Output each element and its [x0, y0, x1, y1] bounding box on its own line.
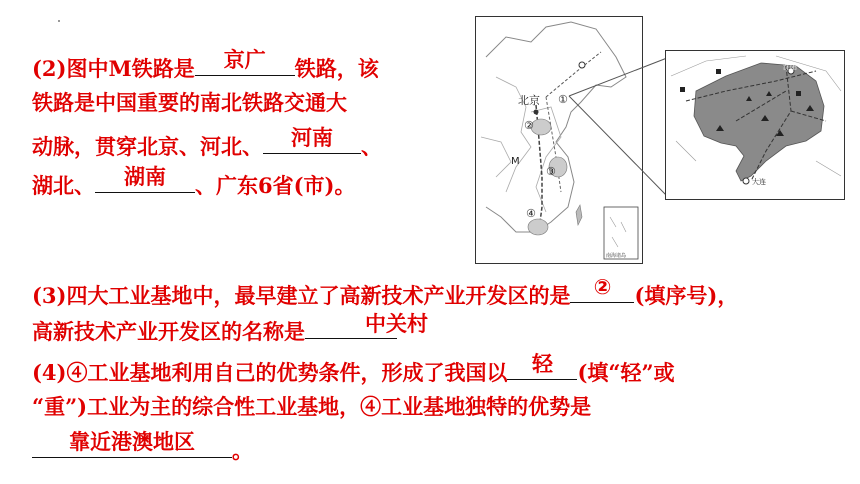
- q3-text: (填序号)，: [634, 283, 739, 308]
- q2-text: 湖北、: [32, 173, 95, 198]
- marker-2: ②: [524, 119, 534, 132]
- answer-advantage: 靠近港澳地区: [69, 430, 195, 454]
- q3-text: 高新技术产业开发区的名称是: [32, 319, 305, 344]
- q4-text: (填“轻”或: [577, 360, 675, 385]
- marker-1: ①: [558, 93, 568, 106]
- answer-type: 轻: [531, 352, 553, 376]
- answer-province1: 河南: [291, 126, 333, 150]
- beijing-label: 北京: [518, 94, 540, 107]
- q3-blank-name[interactable]: [305, 313, 455, 339]
- marker-3: ③: [546, 165, 556, 178]
- nanhai-label: 南海诸岛: [606, 253, 627, 259]
- answer-number: ②: [593, 275, 612, 299]
- answer-railway: 京广: [223, 48, 266, 72]
- q4-line3: [32, 431, 253, 466]
- q2-text: 、广东6省(市)。: [195, 173, 356, 198]
- q3-text: (3)四大工业基地中，最早建立了高新技术产业开发区的是: [32, 283, 571, 308]
- q2-text: (2)图中M铁路是: [32, 56, 195, 81]
- inset-city-top: 沈阳: [783, 63, 797, 71]
- q4-line1: [32, 353, 675, 388]
- q3-line1: [32, 276, 738, 311]
- q2-text: 动脉，贯穿北京、河北、: [32, 134, 263, 159]
- answer-province2: 湖南: [124, 165, 166, 189]
- inset-city-bottom: 大连: [752, 178, 766, 186]
- q3-blank-number[interactable]: [570, 276, 634, 303]
- q2-text: 铁路，该: [294, 56, 379, 81]
- q4-line2: [32, 392, 591, 422]
- q2-text: 铁路是中国重要的南北铁路交通大: [32, 90, 347, 115]
- liaoning-inset-map: [665, 50, 845, 200]
- marker-4: ④: [526, 207, 536, 220]
- q2-text: 、: [361, 134, 382, 159]
- q4-text: 。: [232, 438, 253, 463]
- q3-line2: [32, 313, 455, 347]
- q4-blank-type[interactable]: [507, 353, 577, 380]
- railway-m-label: M: [511, 156, 520, 167]
- q4-text: “重”)工业为主的综合性工业基地，④工业基地独特的优势是: [32, 394, 592, 419]
- answer-name: 中关村: [365, 312, 428, 336]
- q4-blank-advantage[interactable]: [32, 431, 232, 458]
- q4-text: (4)④工业基地利用自己的优势条件，形成了我国以: [32, 360, 508, 385]
